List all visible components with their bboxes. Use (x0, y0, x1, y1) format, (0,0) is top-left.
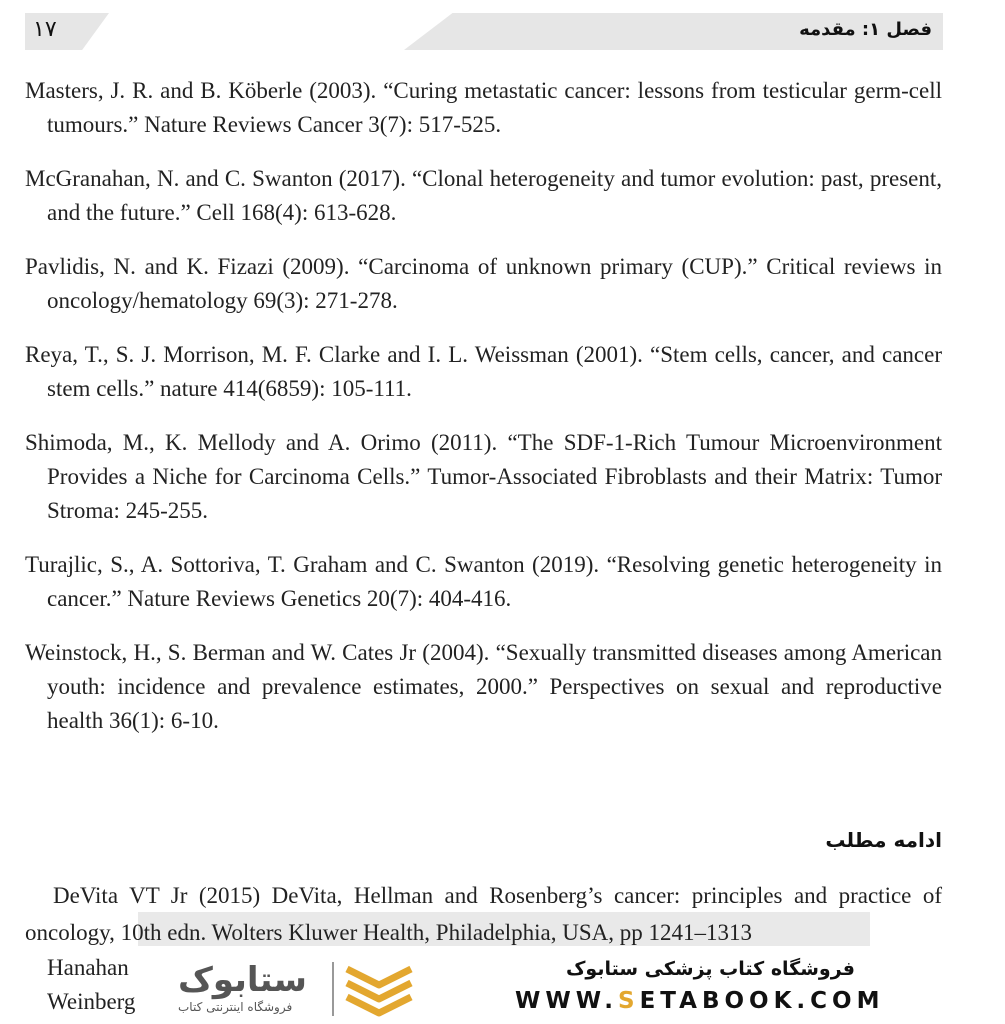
reference-entry: McGranahan, N. and C. Swanton (2017). “Clonal heterogeneity and tumor evolution: past, present, and the future.” Cell 168(4): 613-628. (25, 166, 942, 225)
store-url-suffix: ETABOOK.COM (639, 988, 885, 1014)
reference-entry: Pavlidis, N. and K. Fizazi (2009). “Carcinoma of unknown primary (CUP).” Critical reviews in oncology/hematology 69(3): 271-278. (25, 254, 942, 313)
store-url-accent: S (617, 988, 640, 1014)
continued-heading: ادامه مطلب (825, 828, 942, 852)
store-logo-text: ستابوک (178, 960, 307, 1000)
store-url (515, 988, 885, 1014)
reference-entry: Masters, J. R. and B. Köberle (2003). “Curing metastatic cancer: lessons from testicular germ-cell tumours.” Nature Reviews Cancer 3(7): 517-525. (25, 78, 942, 137)
store-url-prefix: WWW. (515, 988, 618, 1014)
continued-line-2: Hanahan (47, 955, 129, 980)
reference-entry: Turajlic, S., A. Sottoriva, T. Graham and C. Swanton (2019). “Resolving genetic heterogeneity in cancer.” Nature Reviews Genetics 20(7): 404-416. (25, 552, 942, 611)
logo-divider (332, 962, 334, 1016)
page-number: ۱۷ (33, 17, 57, 42)
chapter-title: فصل ۱: مقدمه (799, 19, 932, 40)
reference-entry: Reya, T., S. J. Morrison, M. F. Clarke and I. L. Weissman (2001). “Stem cells, cancer, and cancer stem cells.” nature 414(6859): 105-111. (25, 342, 942, 401)
reference-entry: Shimoda, M., K. Mellody and A. Orimo (2011). “The SDF-1-Rich Tumour Microenvironment Provides a Niche for Carcinoma Cells.” Tumor-Associated Fibroblasts and their Matrix: Tumor Stroma: 245-255. (25, 430, 942, 523)
reference-list (25, 74, 942, 758)
reference-entry: Weinstock, H., S. Berman and W. Cates Jr (2004). “Sexually transmitted diseases among American youth: incidence and prevalence estimates, 2000.” Perspectives on sexual and reproductive health 36(1): 6-10. (25, 640, 942, 733)
store-logo-tagline: فروشگاه اینترنتی کتاب (178, 1000, 293, 1014)
store-name: فروشگاه کتاب پزشکی ستابوک (565, 958, 855, 980)
continued-paragraph: DeVita VT Jr (2015) DeVita, Hellman and Rosenberg’s cancer: principles and practice of oncology, 10th edn. Wolters Kluwer Health, Philadelphia, USA, pp 1241–1313 (25, 883, 942, 945)
continued-line-3: Weinberg (47, 989, 136, 1014)
store-logo-icon (343, 963, 415, 1017)
